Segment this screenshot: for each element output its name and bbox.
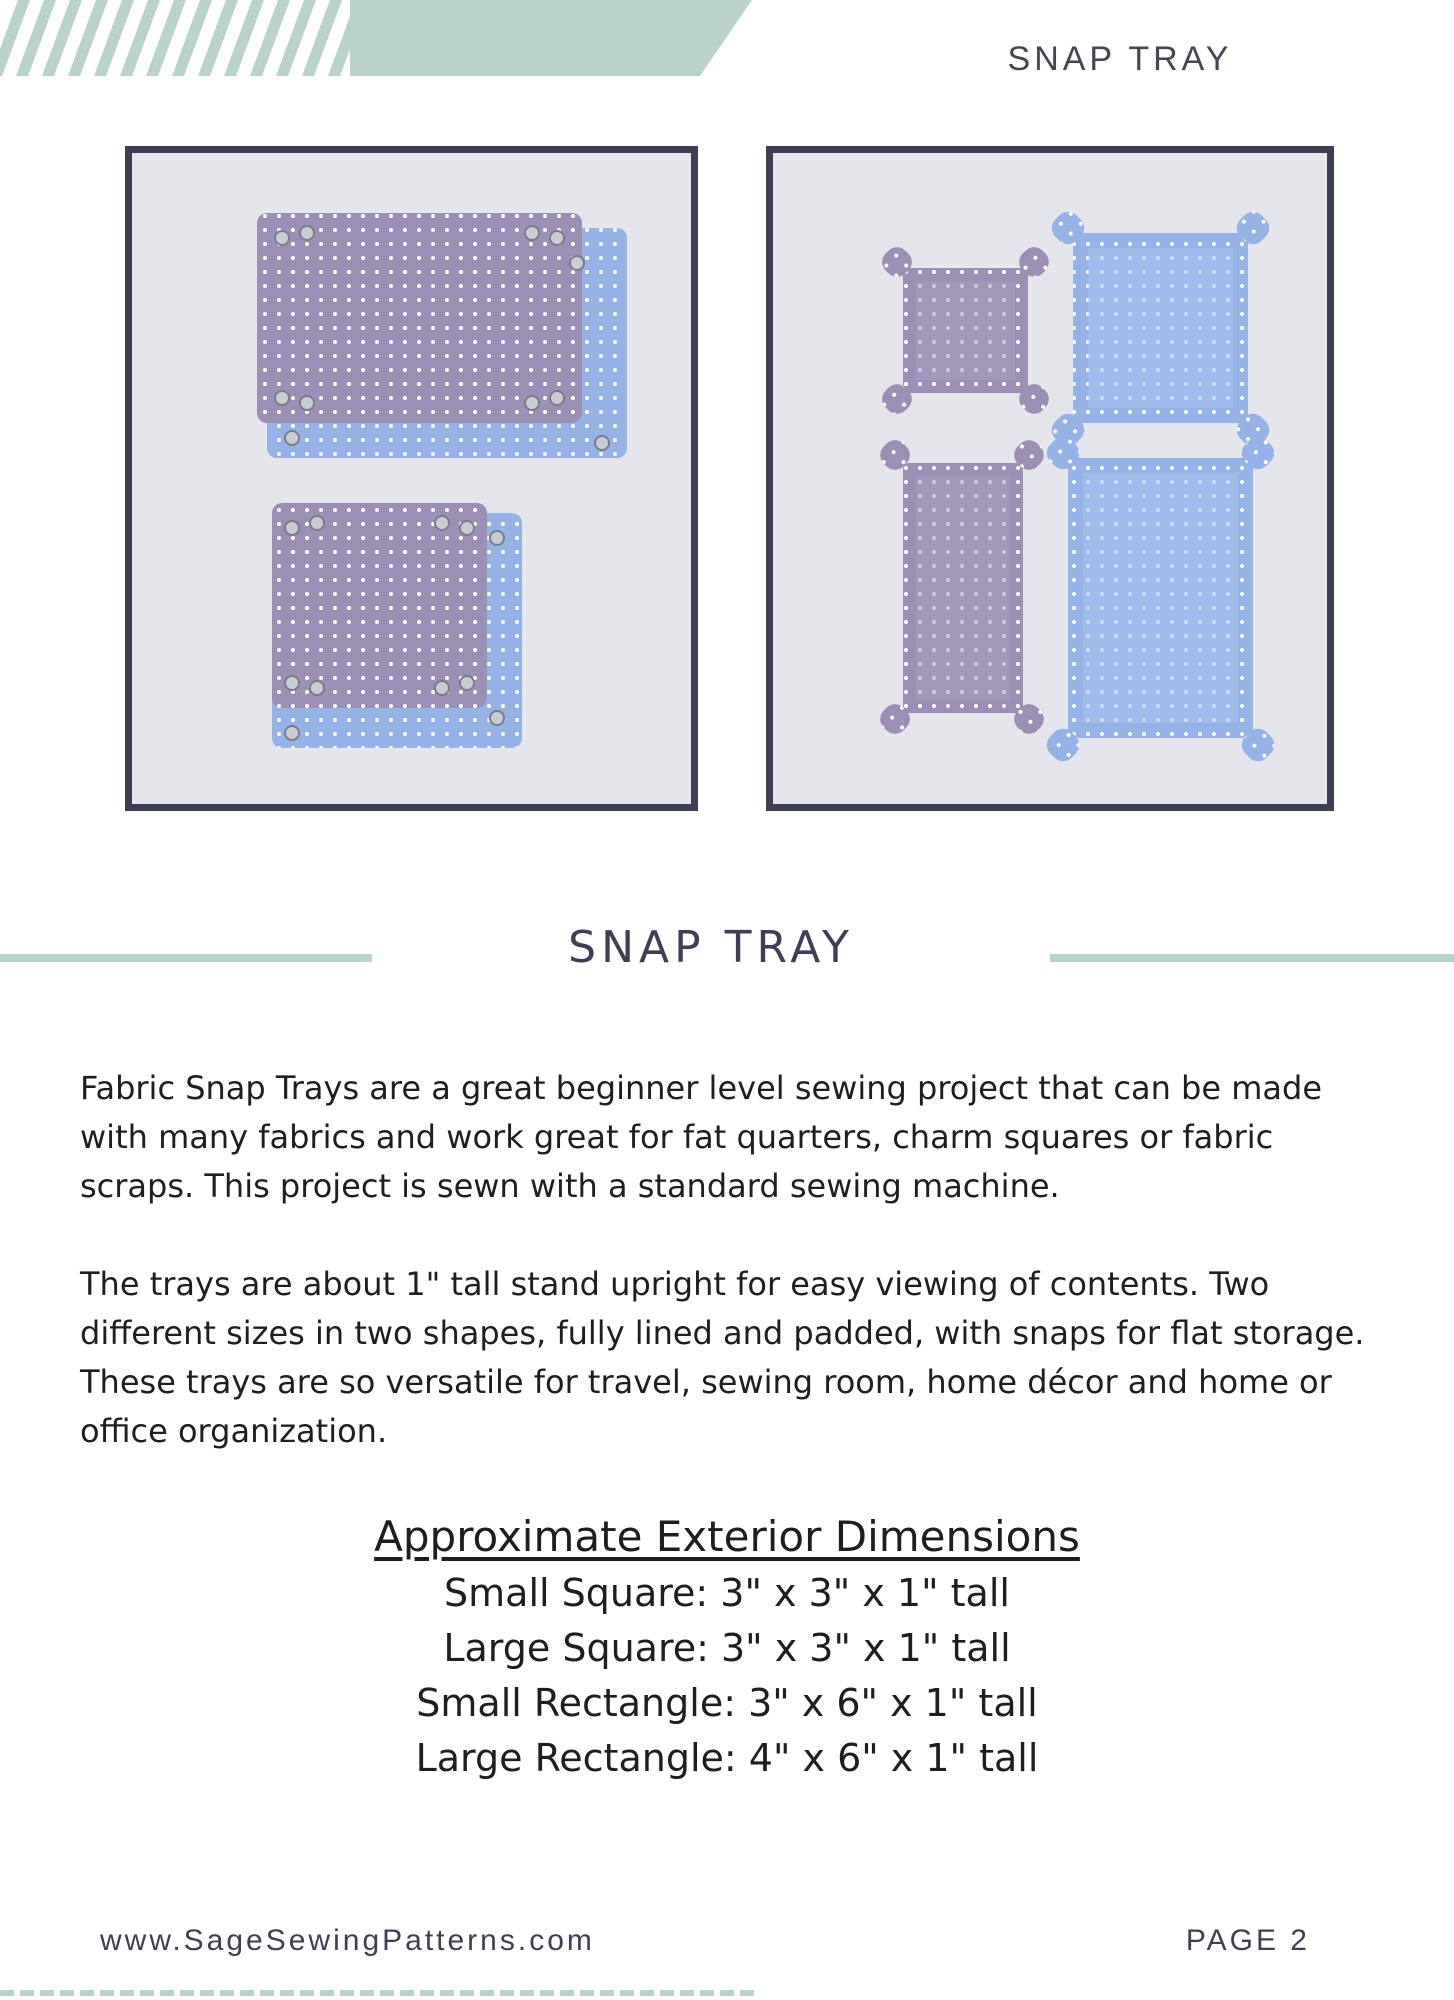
header-stripe-band [0, 0, 760, 80]
dimensions-list [0, 1566, 1454, 1786]
footer-website: www.SageSewingPatterns.com [100, 1924, 595, 1957]
dimensions-block [0, 1508, 1454, 1786]
page-number: PAGE 2 [1185, 1924, 1310, 1957]
dimension-item: Small Rectangle: 3" x 6" x 1" tall [416, 1681, 1038, 1725]
section-rule-left [0, 954, 372, 962]
section-title: SNAP TRAY [568, 922, 854, 973]
footer-stripe-band [0, 1990, 760, 2000]
assembled-trays-photo [766, 146, 1334, 811]
flat-trays-photo [125, 146, 698, 811]
fabric-trays-assembled-image [773, 153, 1327, 804]
header-title: SNAP TRAY [1007, 40, 1233, 78]
dimension-item: Small Square: 3" x 3" x 1" tall [444, 1571, 1010, 1615]
description-paragraph-2: The trays are about 1" tall stand upright for easy viewing of contents. Two different sizes in two shapes, fully lined and padded, with snaps for flat storage. These trays are so versatile for travel, sewing room, home décor and home or office organization. [80, 1265, 1365, 1450]
dimensions-heading: Approximate Exterior Dimensions [374, 1512, 1080, 1561]
section-rule-right [1050, 954, 1454, 962]
dimension-item: Large Rectangle: 4" x 6" x 1" tall [415, 1736, 1039, 1780]
description-paragraph-1: Fabric Snap Trays are a great beginner level sewing project that can be made with many fabrics and work great for fat quarters, charm squares or fabric scraps. This project is sewn with a standard sewing machine. [80, 1069, 1322, 1205]
dimension-item: Large Square: 3" x 3" x 1" tall [443, 1626, 1011, 1670]
fabric-trays-flat-image [132, 153, 691, 804]
